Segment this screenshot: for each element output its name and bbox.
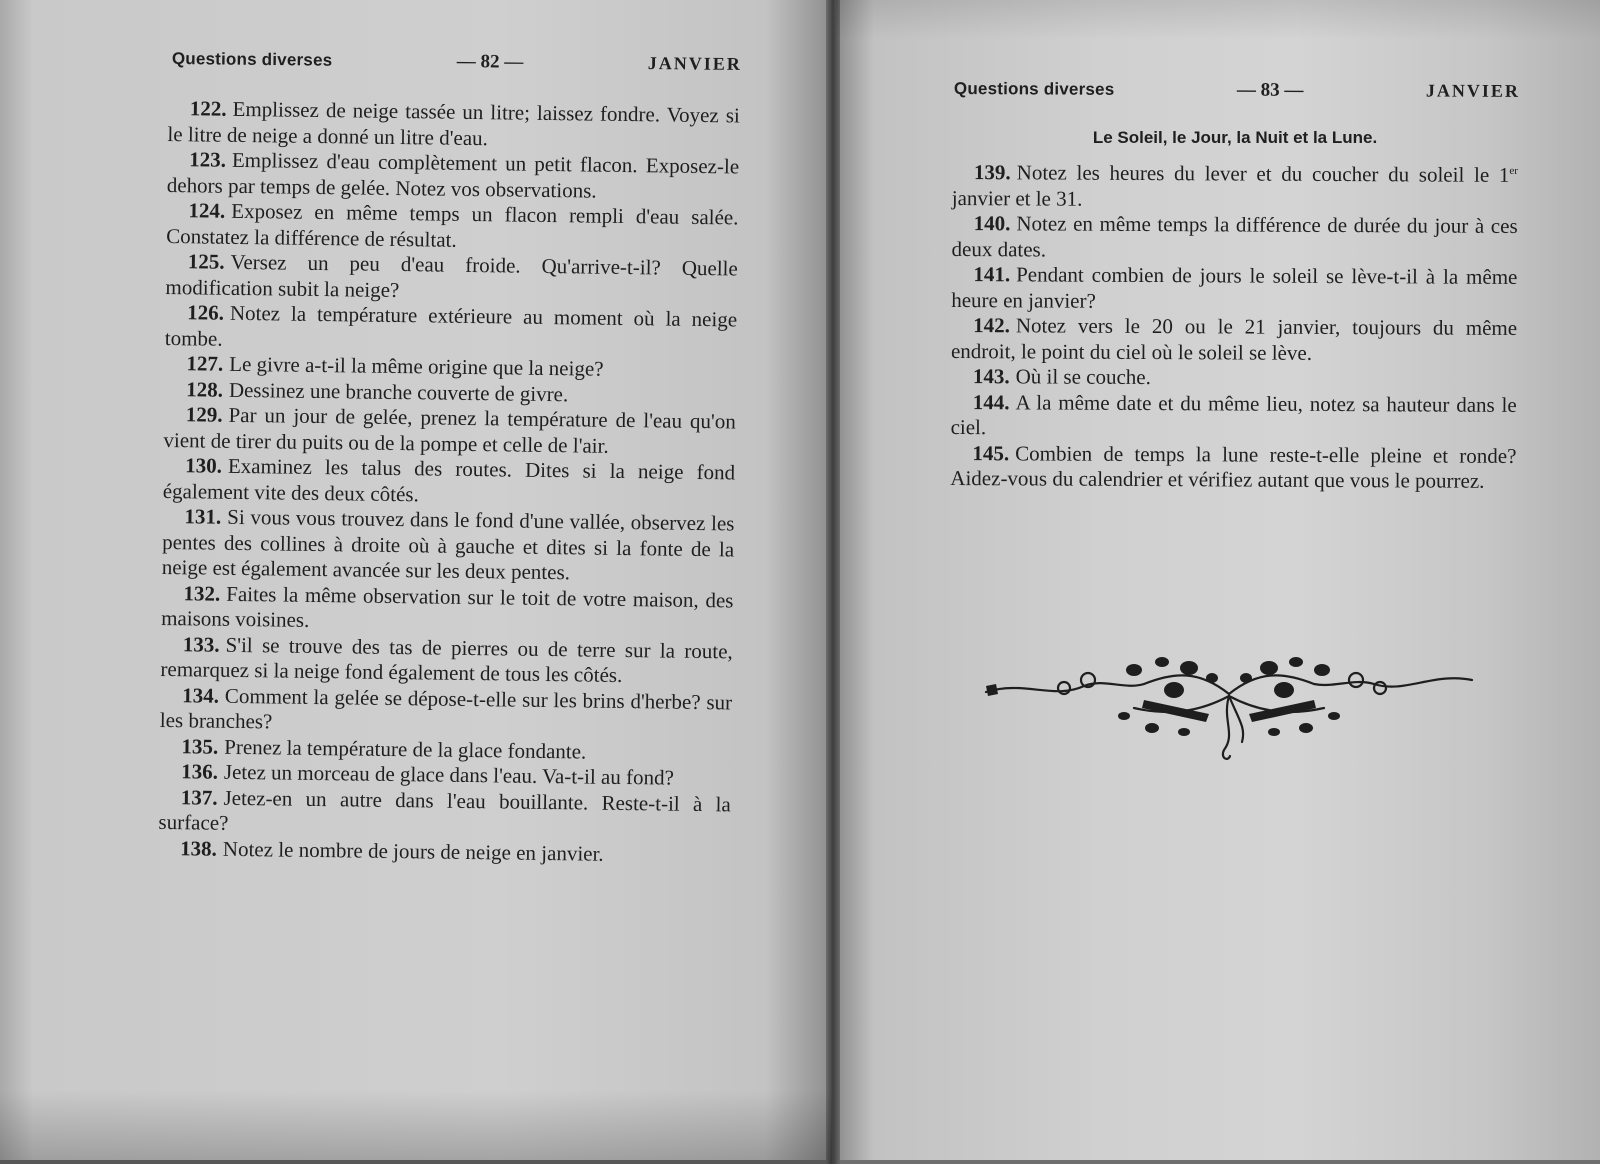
question-number: 134. (182, 682, 220, 708)
question-number: 126. (187, 300, 225, 325)
question-140 (951, 211, 1517, 265)
question-number: 139. (973, 160, 1011, 185)
question-text: Jetez un morceau de glace dans l'eau. Va-t-il au fond? (223, 759, 675, 790)
question-145 (950, 440, 1516, 494)
question-number: 142. (973, 313, 1010, 338)
question-126 (165, 300, 738, 358)
question-text: Par un jour de gelée, prenez la température de l'eau qu'on vient de tirer du puits ou de la pompe et celle de l'air. (163, 402, 736, 458)
question-number: 144. (972, 389, 1010, 414)
question-text: Jetez-en un autre dans l'eau bouillante. Reste-t-il à la surface? (158, 785, 731, 835)
question-text: Où il se couche. (1015, 364, 1151, 390)
question-text: S'il se trouve des tas de pierres ou de terre sur la route, remarquez si la neige fond également de tous les côtés. (160, 632, 733, 687)
right-header-section: Questions diverses (953, 78, 1115, 99)
question-number: 123. (189, 147, 227, 172)
question-125 (165, 249, 738, 307)
left-question-list (158, 96, 740, 868)
question-text: Prenez la température de la glace fondante. (224, 734, 587, 764)
book-gutter (826, 0, 840, 1164)
question-text: Dessinez une branche couverte de givre. (228, 377, 569, 406)
question-text: Notez la température extérieure au moment où la neige tombe. (164, 300, 738, 351)
question-text: Exposez en même temps un flacon rempli d'eau salée. Constatez la différence de résultat. (166, 198, 739, 252)
question-text: Pendant combien de jours le soleil se lève-t-il à la même heure en janvier? (951, 262, 1518, 313)
question-text: A la même date et du même lieu, notez sa hauteur dans le ciel. (950, 389, 1517, 440)
question-137 (158, 784, 731, 842)
question-129 (163, 402, 736, 460)
question-text: Faites la même observation sur le toit de votre maison, des maisons voisines. (161, 581, 734, 632)
question-number: 135. (181, 733, 219, 759)
question-number: 124. (188, 198, 226, 223)
floral-ornament-icon (984, 650, 1474, 770)
question-144 (951, 389, 1517, 443)
question-number: 132. (183, 580, 221, 606)
question-132 (161, 580, 734, 638)
ordinal-superscript: er (1509, 164, 1518, 177)
question-number: 133. (182, 631, 220, 657)
question-number: 122. (189, 96, 227, 121)
question-text: Notez les heures du lever et du coucher du soleil le 1 (1016, 160, 1510, 187)
question-139 (952, 160, 1518, 214)
question-text: Notez le nombre de jours de neige en janvier. (222, 836, 604, 866)
question-141 (951, 262, 1517, 316)
question-142 (951, 313, 1517, 367)
question-text: Emplissez de neige tassée un litre; laissez fondre. Voyez si le litre de neige a donné un litre d'eau. (167, 96, 740, 150)
question-number: 130. (185, 453, 223, 478)
question-131 (162, 504, 735, 588)
question-text: Versez un peu d'eau froide. Qu'arrive-t-il? Quelle modification subit la neige? (165, 249, 738, 302)
question-text-end: janvier et le 31. (951, 185, 1083, 211)
question-number: 138. (180, 835, 218, 861)
question-133 (160, 631, 733, 689)
question-124 (166, 198, 739, 256)
right-header-month: JANVIER (1425, 80, 1520, 101)
left-header-page-number: — 82 — (456, 50, 524, 73)
question-text: Emplissez d'eau complètement un petit flacon. Exposez-le dehors par temps de gelée. Notez vos observations. (166, 147, 740, 203)
question-text: Le givre a-t-il la même origine que la neige? (229, 351, 604, 381)
right-header-page-number: — 83 — (1236, 79, 1304, 101)
question-number: 125. (187, 249, 225, 274)
question-number: 136. (181, 759, 219, 784)
question-number: 137. (180, 784, 218, 810)
question-number: 131. (184, 504, 222, 529)
question-122 (167, 96, 740, 154)
question-text: Comment la gelée se dépose-t-elle sur les brins d'herbe? sur les branches? (159, 683, 733, 734)
question-text: Notez vers le 20 ou le 21 janvier, toujours du même endroit, le point du ciel où le soleil se lève. (950, 313, 1518, 365)
question-number: 145. (972, 440, 1010, 465)
question-number: 141. (973, 262, 1011, 287)
question-143 (951, 364, 1517, 392)
question-text: Notez en même temps la différence de durée du jour à ces deux dates. (951, 211, 1518, 261)
section-title: Le Soleil, le Jour, la Nuit et la Lune. (1092, 128, 1378, 147)
question-number: 143. (972, 364, 1010, 389)
left-header-section: Questions diverses (171, 48, 333, 70)
question-text: Examinez les talus des routes. Dites si la neige fond également vite des deux côtés. (162, 453, 736, 506)
right-page-header (954, 78, 1520, 103)
question-number: 140. (973, 211, 1011, 236)
question-number: 129. (185, 402, 223, 427)
question-text: Combien de temps la lune reste-t-elle pleine et ronde? Aidez-vous du calendrier et vérifiez autant que vous le pourrez. (950, 440, 1517, 493)
question-number: 127. (186, 351, 224, 376)
left-header-month: JANVIER (647, 52, 742, 74)
question-134 (160, 682, 733, 740)
right-question-list (950, 160, 1518, 494)
question-number: 128. (186, 376, 224, 402)
question-text: Si vous vous trouvez dans le fond d'une vallée, observez les pentes des collines à droite où à gauche et dites si la fonte de la neige est également avancée sur les deux pentes. (161, 504, 735, 585)
question-123 (167, 147, 740, 205)
question-130 (163, 453, 736, 511)
